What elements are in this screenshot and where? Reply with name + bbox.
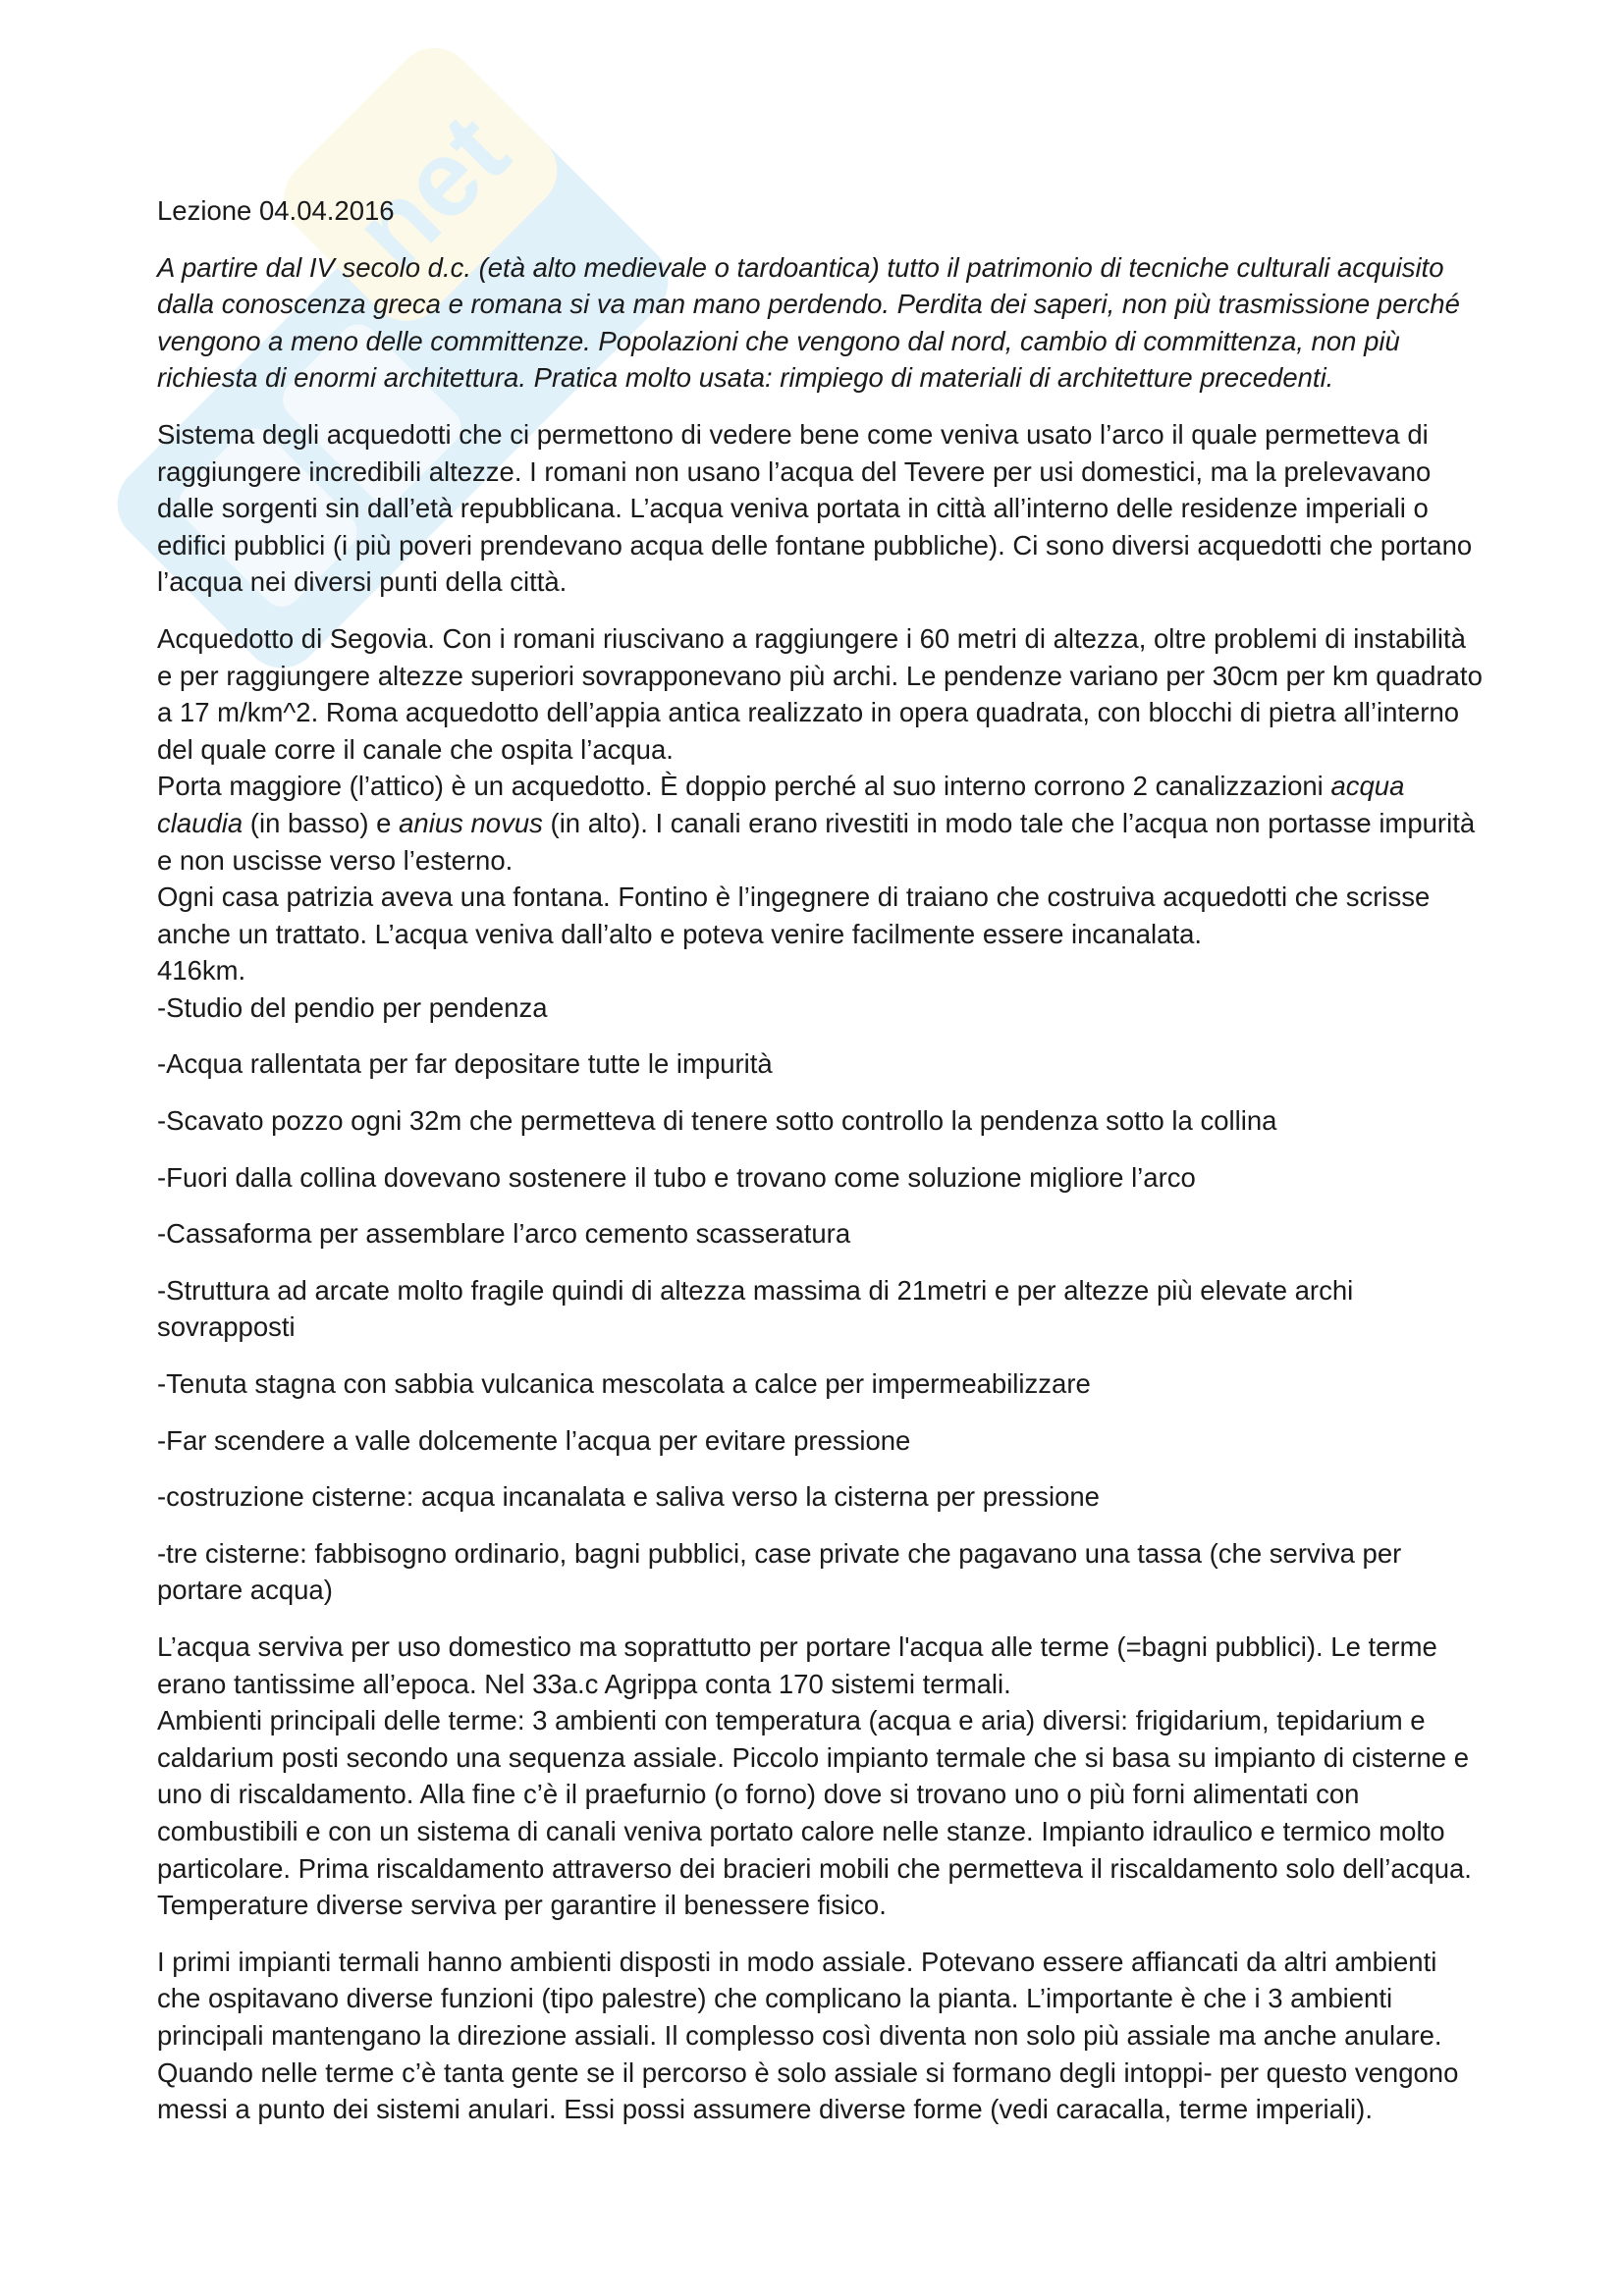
list-item: -tre cisterne: fabbisogno ordinario, bagni pubblici, case private che pagavano una tassa (che serviva per portare acqua)	[157, 1537, 1402, 1606]
watermark-text: net	[331, 91, 531, 292]
list-item: -Fuori dalla collina dovevano sostenere il tubo e trovano come soluzione migliore l’arco	[157, 1161, 1196, 1193]
document-body	[157, 192, 1483, 2148]
list-item: -Cassaforma per assemblare l’arco cemento scasseratura	[157, 1218, 851, 1250]
porta-text-before: Porta maggiore (l’attico) è un acquedotto. È doppio perché al suo interno corrono 2 canalizzazioni	[157, 771, 1331, 802]
terme-ambienti-paragraph: Ambienti principali delle terme: 3 ambienti con temperatura (acqua e aria) diversi: frigidarium, tepidarium e caldarium posti secondo una sequenza assiale. Piccolo impianto termale che si basa su impianto di cisterne e uno di riscaldamento. Alla fine c’è il praefurnio (o forno) dove si trovano uno o più forni alimentati con combustibili e con un sistema di canali veniva portato calore nelle stanze. Impianto idraulico e termico molto particolare. Prima riscaldamento attraverso dei bracieri mobili che permetteva il riscaldamento solo dell’acqua. Temperature diverse serviva per garantire il benessere fisico.	[157, 1705, 1472, 1921]
construction-list	[157, 989, 1483, 1609]
terme-intro-paragraph: L’acqua serviva per uso domestico ma soprattutto per portare l'acqua alle terme (=bagni pubblici). Le terme erano tantissime all’epoca. Nel 33a.c Agrippa conta 170 sistemi termali.	[157, 1631, 1437, 1699]
list-item: -Struttura ad arcate molto fragile quindi di altezza massima di 21metri e per altezze più elevate archi sovrapposti	[157, 1274, 1354, 1343]
impianti-termali-paragraph: I primi impianti termali hanno ambienti disposti in modo assiale. Potevano essere affiancati da altri ambienti che ospitavano diverse funzioni (tipo palestre) che complicano la pianta. L’importante è che i 3 ambienti principali mantengano la direzione assiali. Il complesso così diventa non solo più assiale ma anche anulare. Quando nelle terme c’è tanta gente se il percorso è solo assiale si formano degli intoppi- per questo vengono messi a punto dei sistemi anulari. Essi possi assumere diverse forme (vedi caracalla, terme imperiali).	[157, 1946, 1459, 2125]
segovia-paragraph: Acquedotto di Segovia. Con i romani riuscivano a raggiungere i 60 metri di altezza, oltre problemi di instabilità e per raggiungere altezze superiori sovrapponevano più archi. Le pendenze variano per 30cm per km quadrato a 17 m/km^2. Roma acquedotto dell’appia antica realizzato in opera quadrata, con blocchi di pietra all’interno del quale corre il canale che ospita l’acqua.	[157, 622, 1483, 765]
acquedotti-paragraph: Sistema degli acquedotti che ci permettono di vedere bene come veniva usato l’arco il quale permetteva di raggiungere incredibili altezze. I romani non usano l’acqua del Tevere per usi domestici, ma la prelevavano dalle sorgenti sin dall’età repubblicana. L’acqua veniva portata in città all’interno delle residenze imperiali o edifici pubblici (i più poveri prendevano acqua delle fontane pubbliche). Ci sono diversi acquedotti che portano l’acqua nei diversi punti della città.	[157, 418, 1473, 598]
list-item: -Scavato pozzo ogni 32m che permetteva di tenere sotto controllo la pendenza sotto la collina	[157, 1105, 1277, 1137]
intro-paragraph: A partire dal IV secolo d.c. (età alto medievale o tardoantica) tutto il patrimonio di tecniche culturali acquisito dalla conoscenza greca e romana si va man mano perdendo. Perdita dei saperi, non più trasmissione perché vengono a meno delle committenze. Popolazioni che vengono dal nord, cambio di committenza, non più richiesta di enormi architettura. Pratica molto usata: rimpiego di materiali di architetture precedenti.	[157, 251, 1460, 394]
distance-value: 416km.	[157, 955, 246, 987]
list-item: -Far scendere a valle dolcemente l’acqua per evitare pressione	[157, 1424, 911, 1456]
anius-novus-term: anius novus	[399, 807, 543, 838]
list-item: -Studio del pendio per pendenza	[157, 991, 548, 1023]
list-item: -costruzione cisterne: acqua incanalata e saliva verso la cisterna per pressione	[157, 1481, 1100, 1513]
document-title: Lezione 04.04.2016	[157, 195, 395, 226]
porta-maggiore-paragraph	[157, 768, 1483, 879]
fontana-paragraph: Ogni casa patrizia aveva una fontana. Fontino è l’ingegnere di traiano che costruiva acquedotti che scrisse anche un trattato. L’acqua veniva dall’alto e poteva venire facilmente essere incanalata.	[157, 881, 1431, 949]
list-item: -Acqua rallentata per far depositare tutte le impurità	[157, 1048, 773, 1080]
acqua-claudia-term: acqua claudia	[157, 771, 1405, 838]
list-item: -Tenuta stagna con sabbia vulcanica mescolata a calce per impermeabilizzare	[157, 1368, 1091, 1400]
porta-text-mid: (in basso) e	[243, 807, 400, 838]
porta-text-after: (in alto). I canali erano rivestiti in modo tale che l’acqua non portasse impurità e non uscisse verso l’esterno.	[157, 807, 1476, 876]
